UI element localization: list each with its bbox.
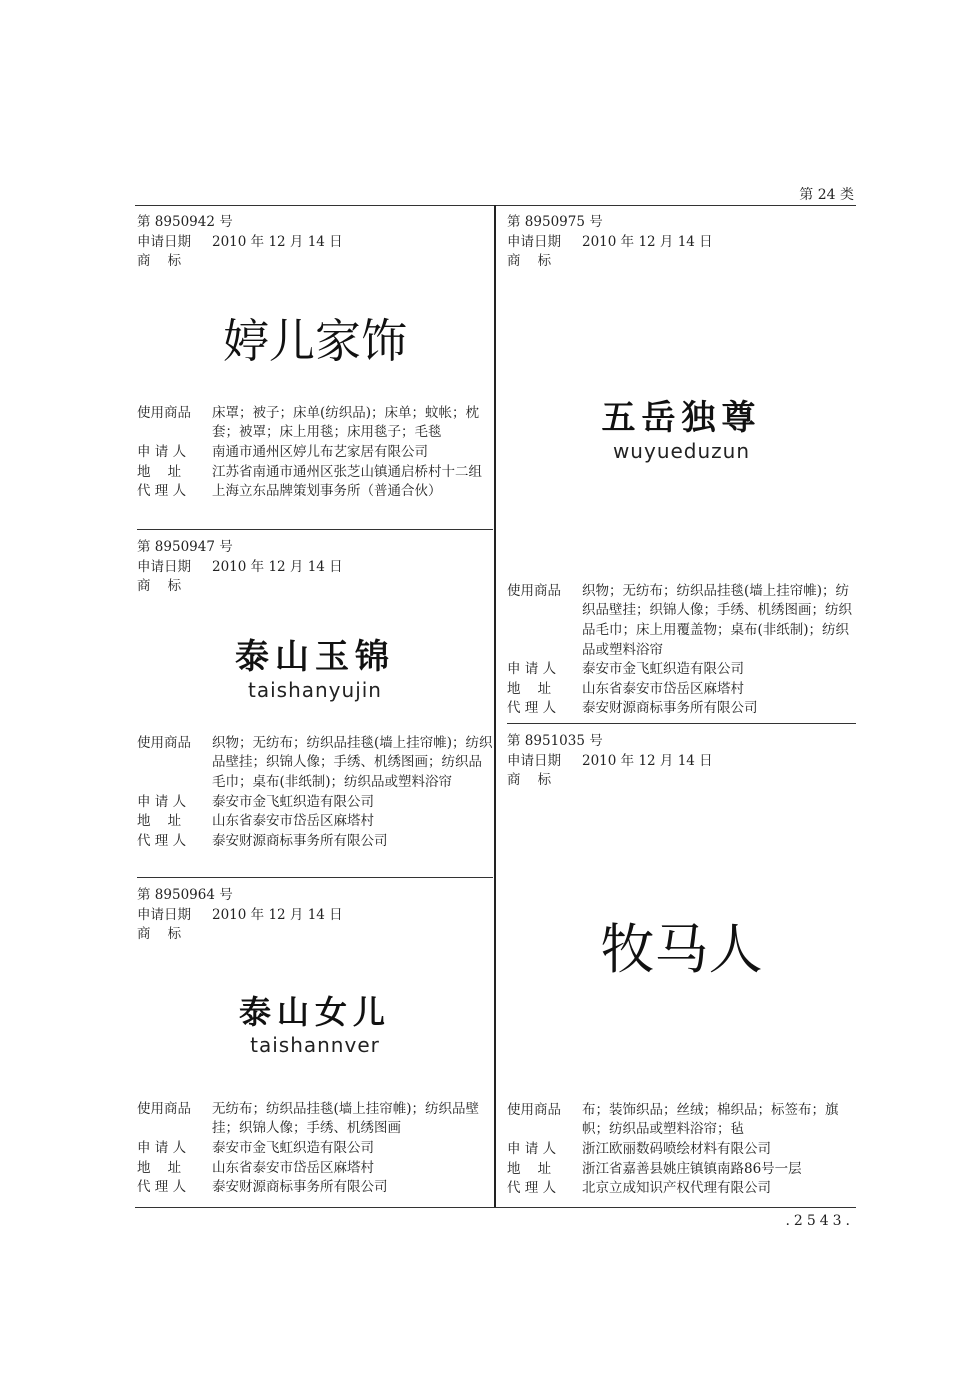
application-date-row (137, 233, 493, 253)
agent-value: 泰安财源商标事务所有限公司 (212, 832, 388, 849)
registration-number (507, 213, 603, 233)
address-value: 浙江省嘉善县姚庄镇镇南路86号一层 (582, 1160, 802, 1177)
goods-value: 布；装饰织品；丝绒；棉织品；标签布；旗帜；纺织品或塑料浴帘；毡 (582, 1101, 839, 1138)
address-row (507, 680, 856, 700)
applicant-label: 申 请 人 (507, 1140, 557, 1157)
applicant-value: 浙江欧丽数码喷绘材料有限公司 (582, 1140, 771, 1157)
applicant-row (507, 660, 856, 680)
agent-label: 代 理 人 (507, 1180, 557, 1197)
address-label: 地 址 (507, 1160, 552, 1177)
mark-row (137, 925, 493, 945)
registration-number-row (137, 213, 493, 233)
applicant-value: 南通市通州区婷儿布艺家居有限公司 (212, 443, 428, 460)
trademark-logo (137, 272, 493, 404)
agent-label: 代 理 人 (137, 1179, 187, 1196)
application-date-row (507, 752, 856, 772)
application-date-value: 2010 年 12 月 14 日 (212, 906, 343, 923)
number-value: 8950942 (154, 214, 215, 230)
application-date-row (507, 233, 856, 253)
address-label: 地 址 (137, 463, 182, 480)
number-suffix: 号 (219, 539, 233, 555)
mark-label: 商 标 (507, 772, 552, 789)
logo-pinyin: wuyueduzun (612, 439, 751, 464)
applicant-value: 泰安市金飞虹织造有限公司 (212, 793, 374, 810)
goods-value: 织物；无纺布；纺织品挂毯(墙上挂帘帷)；纺织品壁挂；织锦人像；手绣、机绣图画；纺织品毛巾；桌布(非纸制)；纺织品或塑料浴帘 (212, 734, 493, 790)
address-row (137, 1159, 493, 1179)
address-row (507, 1160, 856, 1180)
registration-number (137, 886, 233, 906)
number-value: 8950947 (154, 539, 215, 555)
number-suffix: 号 (589, 733, 603, 749)
address-value: 山东省泰安市岱岳区麻塔村 (582, 680, 744, 697)
trademark-entry (137, 530, 493, 878)
application-date-row (137, 906, 493, 926)
goods-row (507, 1101, 856, 1140)
applicant-value: 泰安市金飞虹织造有限公司 (582, 661, 744, 678)
registration-number (507, 732, 603, 752)
goods-label: 使用商品 (137, 1100, 191, 1117)
applicant-row (507, 1140, 856, 1160)
mark-row (137, 577, 493, 597)
application-date-value: 2010 年 12 月 14 日 (212, 558, 343, 575)
goods-row (137, 1100, 493, 1139)
class-label: 第 24 类 (799, 187, 854, 203)
agent-row (137, 482, 493, 502)
goods-row (507, 582, 856, 660)
trademark-logo (137, 597, 493, 734)
number-prefix: 第 (137, 539, 151, 555)
mark-label: 商 标 (137, 926, 182, 943)
application-date-label: 申请日期 (137, 558, 191, 575)
application-date-value: 2010 年 12 月 14 日 (212, 233, 343, 250)
address-row (137, 463, 493, 483)
applicant-row (137, 793, 493, 813)
logo-chinese: 婷儿家饰 (223, 313, 407, 368)
application-date-label: 申请日期 (137, 233, 191, 250)
address-value: 江苏省南通市通州区张芝山镇通启桥村十二组 (212, 463, 482, 480)
applicant-label: 申 请 人 (137, 1139, 187, 1156)
goods-row (137, 404, 493, 443)
mark-label: 商 标 (137, 578, 182, 595)
registration-number (137, 213, 233, 233)
agent-row (507, 1179, 856, 1199)
mark-label: 商 标 (137, 253, 182, 270)
application-date-row (137, 558, 493, 578)
goods-value: 床罩；被子；床单(纺织品)；床单；蚊帐；枕套；被罩；床上用毯；床用毯子；毛毯 (212, 404, 480, 441)
registration-number-row (137, 538, 493, 558)
logo-pinyin: taishanyujin (248, 677, 382, 702)
agent-label: 代 理 人 (137, 483, 187, 500)
trademark-logo (507, 791, 856, 1101)
goods-value: 无纺布；纺织品挂毯(墙上挂帘帷)；纺织品壁挂；织锦人像；手绣、机绣图画 (212, 1100, 480, 1137)
goods-label: 使用商品 (507, 1101, 561, 1118)
address-value: 山东省泰安市岱岳区麻塔村 (212, 813, 374, 830)
mark-row (137, 252, 493, 272)
mark-label: 商 标 (507, 253, 552, 270)
address-label: 地 址 (137, 1159, 182, 1176)
trademark-logo (507, 272, 856, 582)
goods-label: 使用商品 (507, 582, 561, 599)
address-label: 地 址 (137, 813, 182, 830)
bottom-rule (135, 1207, 856, 1208)
mark-row (507, 771, 856, 791)
application-date-label: 申请日期 (507, 233, 561, 250)
number-prefix: 第 (507, 733, 521, 749)
application-date-label: 申请日期 (507, 752, 561, 769)
goods-value: 织物；无纺布；纺织品挂毯(墙上挂帘帷)；纺织品壁挂；织锦人像；手绣、机绣图画；纺织品毛巾；床上用覆盖物；桌布(非纸制)；纺织品或塑料浴帘 (582, 582, 852, 658)
trademark-entry (507, 205, 856, 724)
trademark-logo (137, 945, 493, 1100)
trademark-entry (507, 724, 856, 1207)
registration-number-row (507, 213, 856, 233)
number-value: 8951035 (524, 733, 585, 749)
registration-number-row (137, 886, 493, 906)
right-column (507, 205, 856, 1207)
application-date-value: 2010 年 12 月 14 日 (582, 752, 713, 769)
applicant-value: 泰安市金飞虹织造有限公司 (212, 1139, 374, 1156)
trademark-entry (137, 878, 493, 1207)
address-row (137, 812, 493, 832)
agent-row (137, 832, 493, 852)
applicant-row (137, 443, 493, 463)
logo-chinese: 五岳独尊 (601, 398, 762, 439)
number-value: 8950975 (524, 214, 585, 230)
agent-value: 北京立成知识产权代理有限公司 (582, 1180, 771, 1197)
applicant-label: 申 请 人 (137, 443, 187, 460)
agent-label: 代 理 人 (137, 832, 187, 849)
logo-pinyin: taishannver (250, 1033, 380, 1058)
agent-row (507, 699, 856, 719)
agent-value: 泰安财源商标事务所有限公司 (212, 1179, 388, 1196)
logo-chinese: 泰山玉锦 (235, 636, 395, 677)
logo-chinese: 泰山女儿 (238, 993, 391, 1032)
logo-chinese: 牧马人 (600, 918, 763, 982)
applicant-label: 申 请 人 (137, 793, 187, 810)
applicant-label: 申 请 人 (507, 661, 557, 678)
agent-value: 泰安财源商标事务所有限公司 (582, 700, 758, 717)
registration-number-row (507, 732, 856, 752)
registration-number (137, 538, 233, 558)
agent-value: 上海立东品牌策划事务所（普通合伙） (212, 483, 442, 500)
number-value: 8950964 (154, 887, 215, 903)
mark-row (507, 252, 856, 272)
number-suffix: 号 (219, 214, 233, 230)
agent-label: 代 理 人 (507, 700, 557, 717)
trademark-entry (137, 205, 493, 530)
number-suffix: 号 (219, 887, 233, 903)
number-prefix: 第 (507, 214, 521, 230)
applicant-row (137, 1139, 493, 1159)
left-column (137, 205, 493, 1207)
number-suffix: 号 (589, 214, 603, 230)
application-date-value: 2010 年 12 月 14 日 (582, 233, 713, 250)
goods-row (137, 734, 493, 793)
number-prefix: 第 (137, 887, 151, 903)
application-date-label: 申请日期 (137, 906, 191, 923)
goods-label: 使用商品 (137, 404, 191, 421)
address-label: 地 址 (507, 680, 552, 697)
agent-row (137, 1178, 493, 1198)
column-divider (494, 205, 496, 1207)
page-number: .2543. (785, 1213, 854, 1229)
goods-label: 使用商品 (137, 734, 191, 751)
address-value: 山东省泰安市岱岳区麻塔村 (212, 1159, 374, 1176)
number-prefix: 第 (137, 214, 151, 230)
